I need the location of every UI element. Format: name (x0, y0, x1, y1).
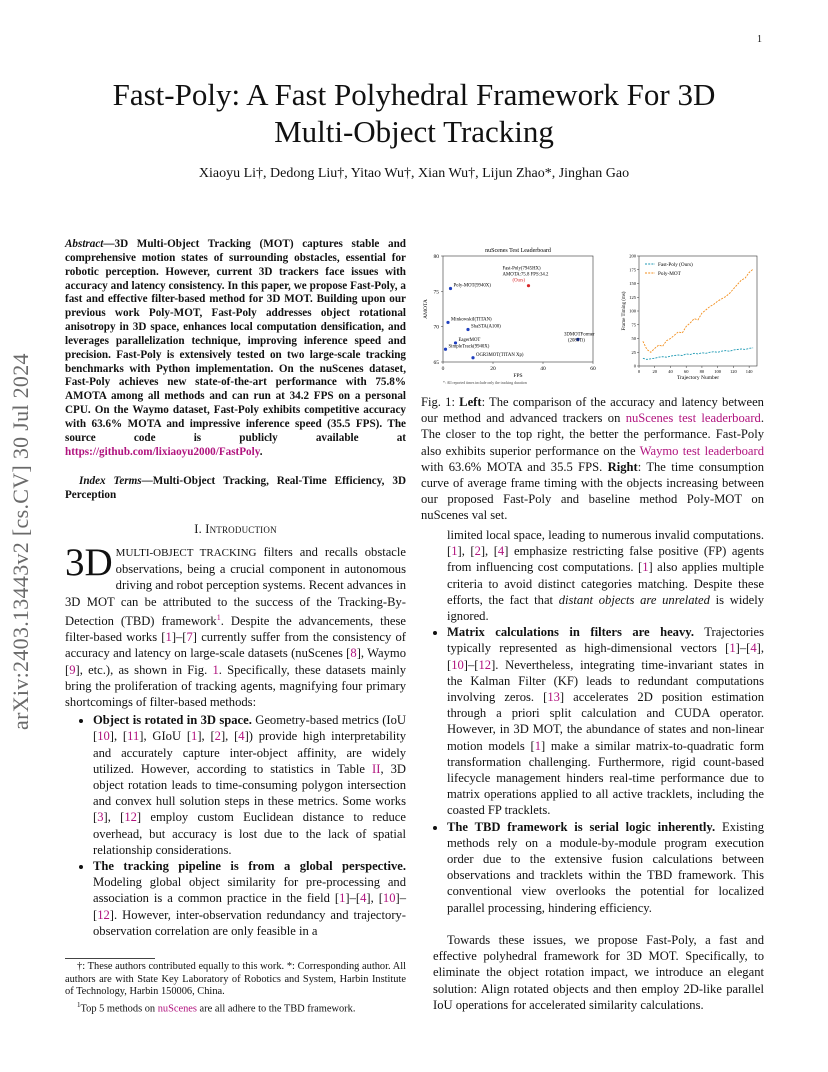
citation[interactable]: 4 (497, 544, 505, 559)
y-tick-label: 80 (433, 254, 439, 260)
citation[interactable]: 4 (750, 641, 757, 656)
shortcoming-list-continued (433, 527, 764, 624)
citation[interactable]: 11 (127, 729, 140, 744)
citation[interactable]: 1 (191, 729, 198, 744)
citation[interactable]: 3 (97, 810, 104, 825)
table-ref[interactable]: II (372, 761, 381, 776)
paper-title (60, 76, 768, 150)
data-label: SimpleTrack(9940X) (448, 344, 490, 350)
data-point (449, 287, 452, 290)
intro-paragraph: 3D MULTI-OBJECT TRACKING filters and recalls obstacle observations, being a crucial component in autonomous driving and robot perception systems. Recent advances in 3D MOT can be attributed to the success of the Tracking-By-Detection (TBD) framework$^1$. Despite the advancements, these filter-based works [1]–[7] currently suffer from the consistency of accuracy and latency on large-scale datasets (nuScenes [8], Waymo [9], etc.), as shown in Fig. 1. Specifically, these datasets mainly bring the proliferation of tracking agents, magnifying four primary shortcomings of filter-based methods: (65, 541, 407, 710)
list-item: • Object is rotated in 3D space. Geometry-based metrics (IoU [10], [11], GIoU [1], [2], [4]) provide high interpretability and accurately capture inter-object affinity, are widely utilized. However, according to statistics in Table II, 3D object rotation leads to time-consuming polygon intersection and convex hull solution steps in these metrics. Some works [3], [12] employ custom Euclidean distance to reduce overhead, but accuracy is lost due to the lack of spatial relationship considerations. (93, 712, 406, 858)
abstract-label: Abstract (65, 238, 104, 250)
series-line (643, 269, 753, 352)
x-axis-label: Trajectory Number (676, 375, 720, 381)
abstract-text: —3D Multi-Object Tracking (MOT) captures stable and comprehensive motion states of surrounding obstacles, essential for robotic perception. However, current 3D trackers face issues with accuracy and latency consistency. In this paper, we propose Fast-Poly, a fast and effective filter-based method for 3D MOT. Building upon our previous work Poly-MOT, Fast-Poly addresses object rotational anisotropy in 3D space, enhances local computation densification, and leverages parallelization technique, improving inference speed and precision. Fast-Poly is extensively tested on two large-scale tracking benchmarks with Python implementation. On the nuScenes dataset, Fast-Poly achieves new state-of-the-art performance with 75.8% AMOTA among all methods and can run at 34.2 FPS on a personal CPU. On the Waymo dataset, Fast-Poly exhibits competitive accuracy with 63.6% MOTA and impressive inference speed (35.5 FPS). The source code is publicly available at (65, 238, 406, 444)
nuscenes-link[interactable]: nuScenes (157, 1003, 197, 1015)
y-tick-label: 125 (629, 294, 636, 300)
introduction-column-right (433, 527, 764, 916)
page-number: 1 (757, 34, 762, 45)
dropcap: 3D (65, 541, 113, 584)
chart-note: *: All reported times include only the tracking duration (443, 381, 527, 385)
footnote-ref[interactable]: 1 (216, 612, 221, 622)
data-point (466, 328, 469, 331)
x-tick-label: 140 (745, 369, 753, 374)
y-tick-label: 70 (433, 324, 439, 331)
shortcoming-list-2 (433, 624, 764, 916)
footnotes (65, 961, 406, 1016)
legend-entry: Fast-Poly (Ours) (658, 262, 693, 268)
x-tick-label: 20 (652, 369, 657, 374)
abstract: Abstract—3D Multi-Object Tracking (MOT) captures stable and comprehensive motion states of surrounding obstacles, essential for robotic perception. However, current 3D trackers face issues with accuracy and latency consistency. In this paper, we propose Fast-Poly, a fast and effective filter-based method for 3D MOT. Building upon our previous work Poly-MOT, Fast-Poly addresses object rotational anisotropy in 3D space, enhances local computation densification, and leverages parallelization technique, improving inference speed and precision. Fast-Poly is extensively tested on two large-scale tracking benchmarks with Python implementation. On the nuScenes dataset, Fast-Poly achieves new state-of-the-art performance with 75.8% AMOTA among all methods and can run at 34.2 FPS on a personal CPU. On the Waymo dataset, Fast-Poly exhibits competitive accuracy with 63.6% MOTA and impressive inference speed (35.5 FPS). The source code is publicly available at https://github.com/lixiaoyu2000/FastPoly. (65, 238, 406, 458)
citation[interactable]: 1 (339, 891, 346, 906)
x-tick-label: 40 (668, 369, 673, 374)
introduction-column-left (65, 541, 407, 939)
title-line-1: Fast-Poly: A Fast Polyhedral Framework For 3D (112, 77, 716, 112)
figure-ref[interactable]: 1 (212, 662, 219, 677)
x-tick-label: 60 (683, 369, 689, 374)
data-sublabel: (2080Ti) (568, 338, 585, 344)
data-tag: (Ours) (512, 278, 526, 284)
citation[interactable]: 8 (350, 646, 357, 661)
data-label: ShaSTA(A100) (471, 324, 501, 330)
footnote-affiliation: †: These authors contributed equally to this work. *: Corresponding author. All authors are with State Key Laboratory of Robotics and System, Harbin Institute of Technology, Harbin 150006, China. (65, 961, 406, 998)
source-code-link[interactable]: https://github.com/lixiaoyu2000/FastPoly (65, 445, 260, 458)
y-tick-label: 175 (629, 267, 636, 273)
data-sublabel: AMOTA:75.8 FPS:34.2 (502, 272, 549, 278)
y-axis-label: Frame Timing (ms) (622, 291, 627, 331)
y-tick-label: 75 (433, 289, 439, 296)
x-tick-label: 0 (441, 366, 445, 372)
data-point (527, 284, 530, 287)
citation[interactable]: 9 (69, 662, 76, 677)
y-tick-label: 100 (629, 308, 636, 314)
data-label: MinkowskiI(TITAN) (451, 317, 492, 323)
y-tick-label: 150 (629, 281, 636, 287)
index-terms (65, 475, 406, 503)
citation[interactable]: 12 (478, 657, 492, 672)
x-tick-label: 100 (714, 369, 722, 374)
citation[interactable]: 10 (97, 729, 110, 744)
chart-title: nuScenes Test Leaderboard (485, 248, 551, 254)
footnote-rule (65, 958, 155, 959)
section-heading-introduction: I. Introduction (194, 522, 277, 536)
legend-entry: Poly-MOT (658, 271, 681, 277)
citation[interactable]: 12 (124, 810, 137, 825)
x-axis-label: FPS (513, 373, 523, 379)
nuscenes-leaderboard-link[interactable]: nuScenes test leaderboard (625, 411, 761, 426)
intro-lead: MULTI-OBJECT TRACKING (115, 547, 257, 559)
title-line-2: Multi-Object Tracking (274, 114, 554, 149)
author-list: Xiaoyu Li†, Dedong Liu†, Yitao Wu†, Xian Wu†, Lijun Zhao*, Jinghan Gao (198, 166, 630, 181)
citation[interactable]: 1 (534, 738, 541, 753)
figure-1-caption: Fig. 1: Left: The comparison of the accuracy and latency between our method and advanced trackers on nuScenes test leaderboard. The closer to the top right, the better the performance. Fast-Poly also exhibits superior performance on the Waymo test leaderboard with 63.6% MOTA and 35.5 FPS. Right: The time consumption curve of average frame timing with the objects increasing between our proposed Fast-Poly and baseline method Poly-MOT on nuScenes val set. (421, 395, 765, 523)
data-point (446, 321, 449, 324)
y-tick-label: 25 (631, 349, 636, 355)
citation[interactable]: 7 (186, 630, 193, 645)
index-terms-text: —Multi-Object Tracking, Real-Time Efficiency, 3D Perception (65, 475, 406, 501)
leaderboard-scatter-chart (423, 248, 596, 385)
citation[interactable]: 12 (97, 907, 110, 922)
citation[interactable]: 10 (382, 891, 396, 906)
citation[interactable]: 1 (729, 641, 736, 656)
list-item-continued: limited local space, leading to numerous invalid computations. [1], [2], [4] emphasize restricting false positive (FP) agents from influencing cost computations. [1] also applies multiple criteria to avoid distinct categories matching. Despite these efforts, the fact that distant objects are unrelated is widely ignored. (447, 528, 765, 624)
citation[interactable]: 13 (547, 690, 560, 705)
footnote-tbd: $^1$Top 5 methods on nuScenes are all adhere to the TBD framework. (77, 1000, 356, 1015)
series-line (643, 348, 753, 360)
list-item: • The TBD framework is serial logic inherently. Existing methods rely on a module-by-module program execution order due to the extensive fusion calculations between observations and tracklets within the TBD framework. This conventional view overlooks the potential for localized parallel processing, hindering efficiency. (447, 819, 764, 916)
citation[interactable]: 2 (214, 729, 221, 744)
y-tick-label: 75 (631, 322, 636, 328)
data-label: EagerMOT (458, 337, 481, 343)
arxiv-identifier: arXiv:2403.13443v2 [cs.CV] 30 Jul 2024 (8, 353, 33, 730)
y-tick-label: 50 (631, 336, 636, 342)
x-tick-label: 20 (490, 366, 496, 372)
list-item: • The tracking pipeline is from a global perspective. Modeling global object similarity for pre-processing and association is a common practice in the field [1]–[4], [10]–[12]. However, inter-observation redundancy and trajectory-observation correlation are only feasible in a (93, 858, 406, 939)
data-label: Poly-MOT(9940X) (453, 283, 491, 289)
citation[interactable]: 1 (165, 630, 172, 645)
citation[interactable]: 1 (642, 560, 649, 575)
y-tick-label: 65 (433, 360, 439, 366)
plot-frame (639, 256, 757, 366)
x-tick-label: 40 (540, 366, 546, 372)
citation[interactable]: 2 (474, 544, 481, 559)
citation[interactable]: 10 (451, 657, 464, 672)
intro-paragraph-2: Towards these issues, we propose Fast-Poly, a fast and effective polyhedral framework for 3D MOT. Specifically, to eliminate the object rotation impact, we introduce an elegant solution: Align rotated objects and then employ 2D-like parallel IoU operations for accelerated similarity calculations. (433, 933, 764, 1012)
figure-1 (421, 244, 764, 390)
list-item: • Matrix calculations in filters are heavy. Trajectories typically represented as high-dimensional vectors [1]–[4], [10]–[12]. Nevertheless, integrating time-invariant states in the Kalman Filter (KF) leads to redundant computations involving zeros. [13] accelerates 2D position estimation through a priori split calculation and CUDA operator. However, in 3D MOT, the abundance of states and non-linear motion models [1] make a similar matrix-to-quadratic form transformation challenging. Furthermore, rigid count-based lifecycle management hinders real-time performance due to matrix operations applied to all active tracklets, including the coasted FP tracklets. (447, 624, 764, 818)
x-tick-label: 80 (699, 369, 705, 374)
x-tick-label: 60 (590, 366, 596, 372)
citation[interactable]: 4 (360, 891, 367, 906)
data-point (444, 348, 447, 351)
waymo-leaderboard-link[interactable]: Waymo test leaderboard (639, 443, 765, 458)
citation[interactable]: 4 (238, 729, 245, 744)
shortcoming-list (65, 712, 406, 939)
index-terms-label: Index Terms (79, 475, 142, 487)
y-axis-label: AMOTA (423, 299, 429, 319)
x-tick-label: 120 (730, 369, 737, 374)
data-point (471, 356, 474, 359)
citation[interactable]: 1 (451, 544, 458, 559)
x-tick-label: 0 (637, 369, 641, 374)
y-tick-label: 0 (633, 363, 636, 369)
frame-timing-line-chart (622, 254, 757, 381)
y-tick-label: 200 (629, 253, 636, 259)
data-label: Fast-Poly(7945HX) (502, 266, 541, 272)
data-label: 3DMOTFormer (564, 332, 595, 338)
data-label: OGR3MOT(TITAN Xp) (476, 352, 524, 358)
